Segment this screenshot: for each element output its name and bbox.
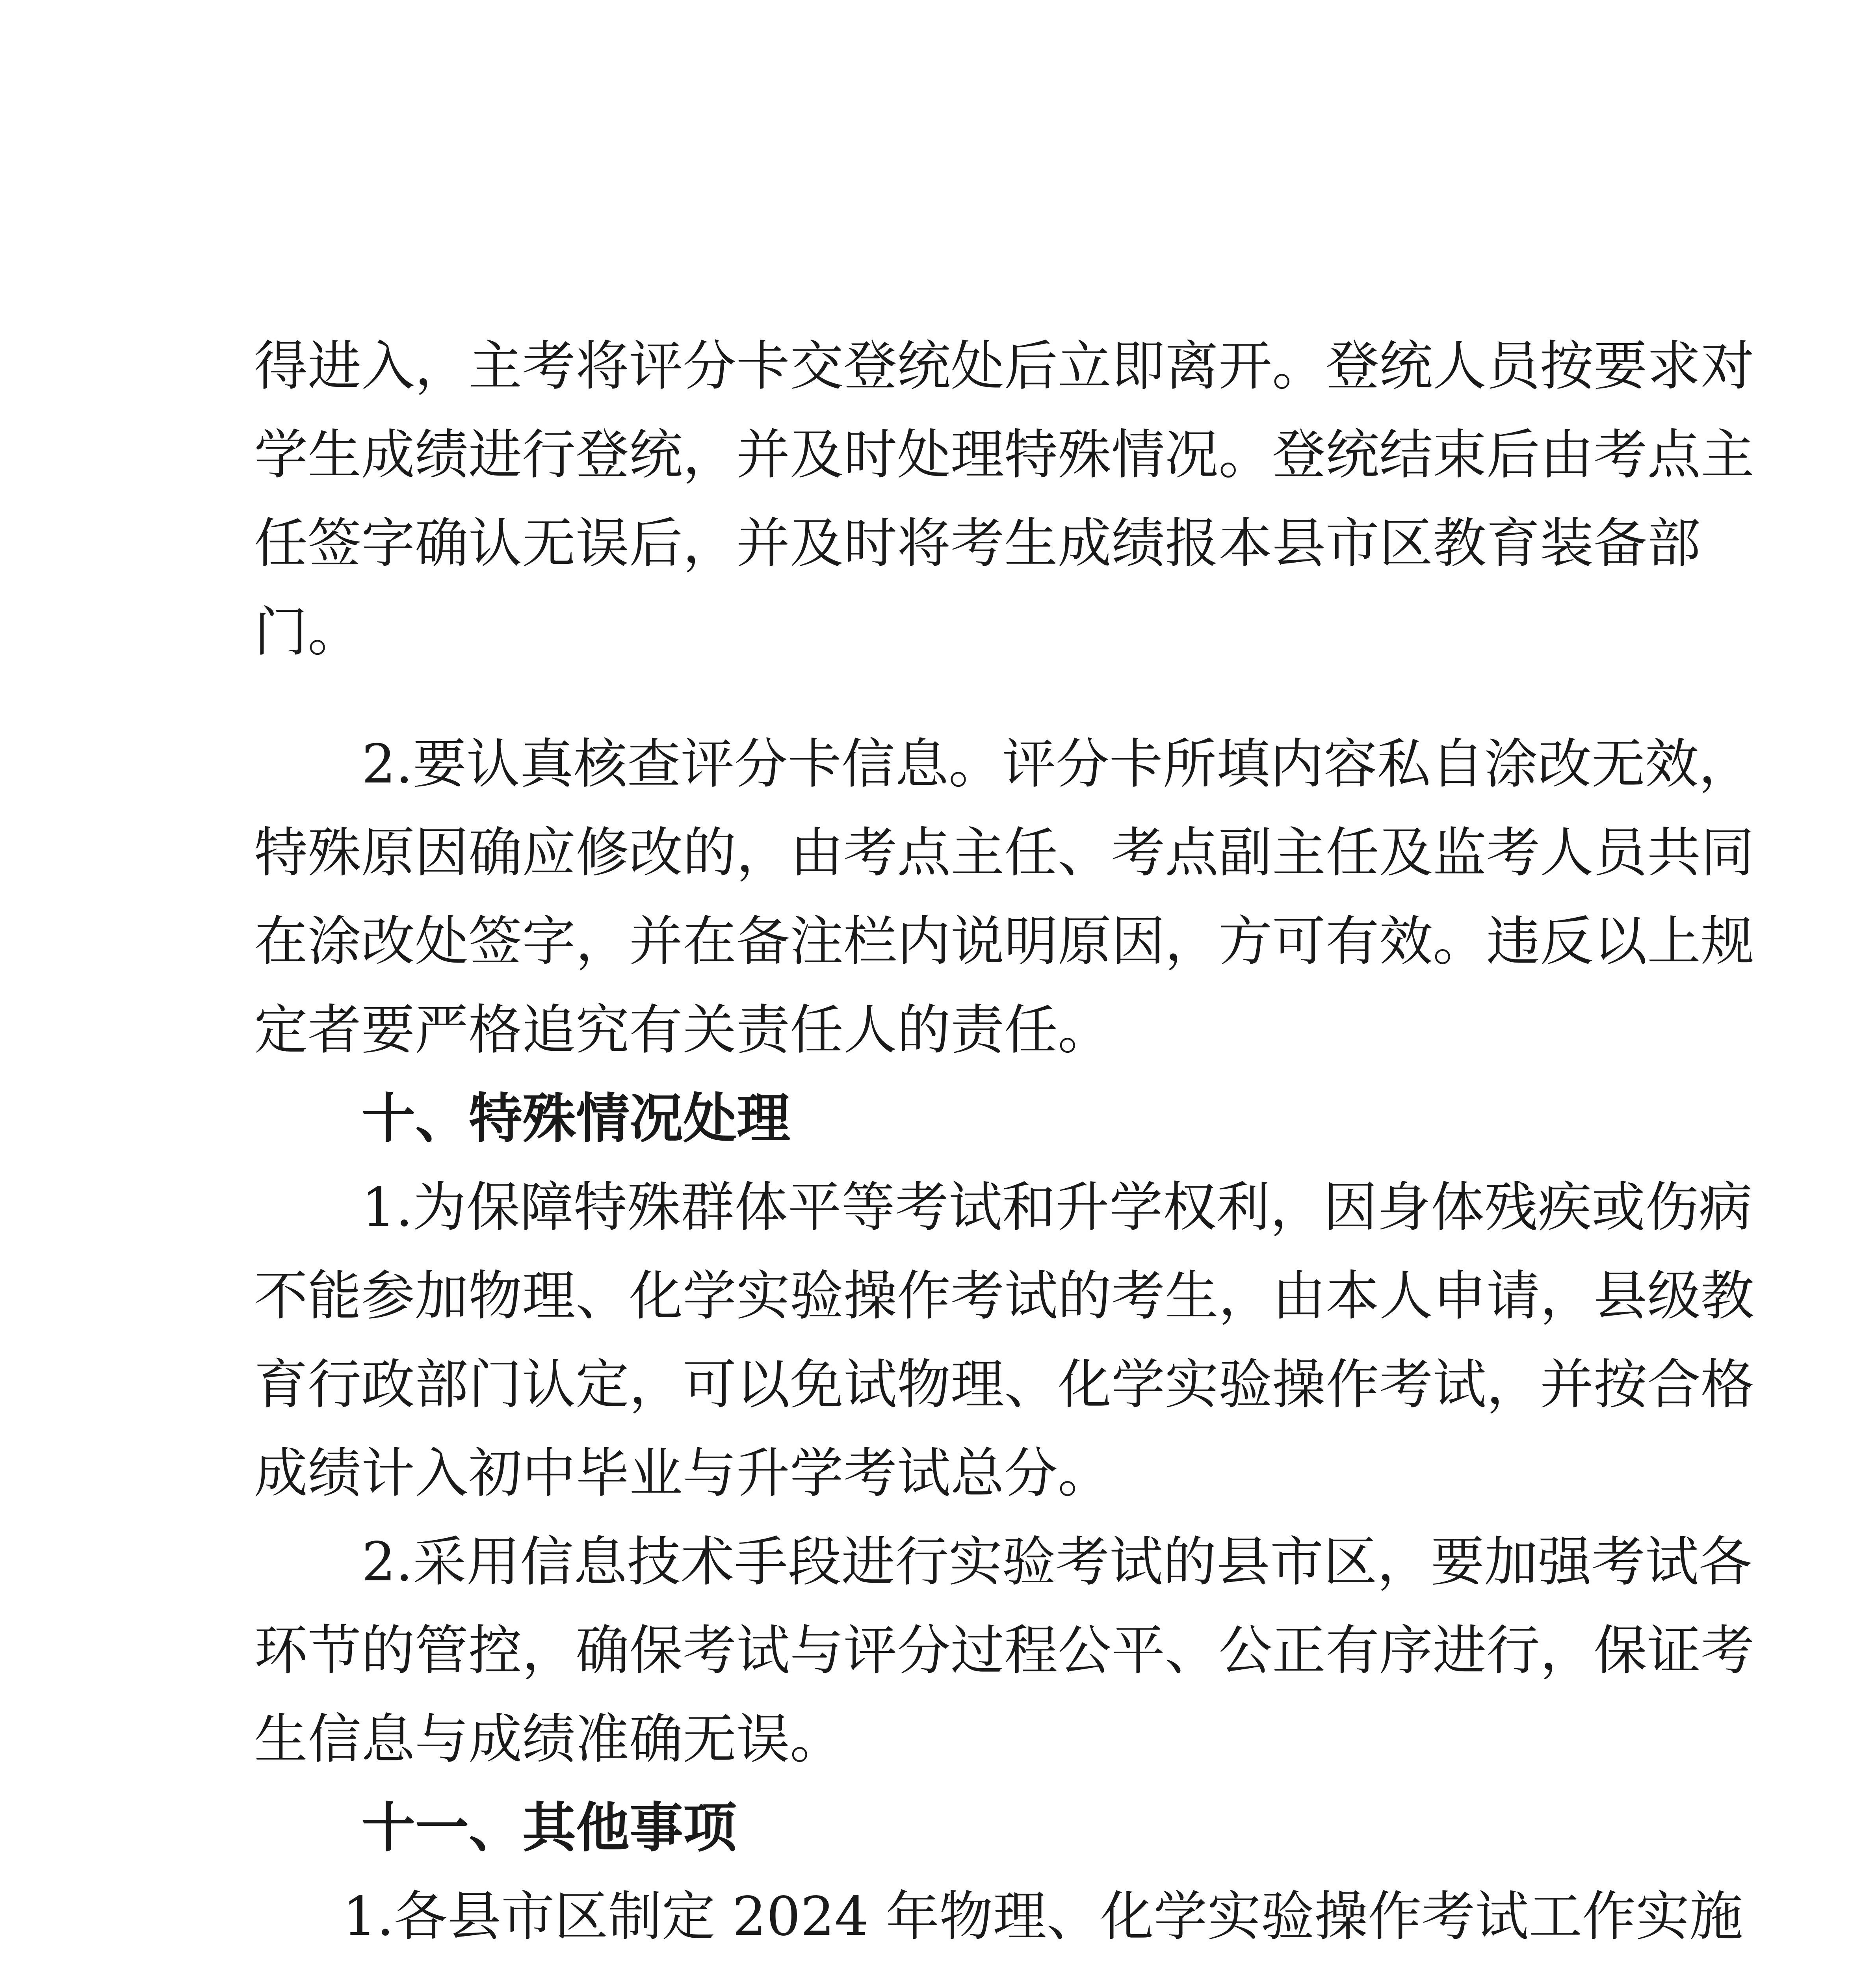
paragraph-line: 生信息与成绩准确无误。 <box>254 1708 843 1771</box>
paragraph-line: 环节的管控，确保考试与评分过程公平、公正有序进行，保证考 <box>254 1620 1754 1682</box>
paragraph-line: 在涂改处签字，并在备注栏内说明原因，方可有效。违反以上规 <box>254 911 1754 973</box>
paragraph-line: 1.为保障特殊群体平等考试和升学权利，因身体残疾或伤病 <box>362 1176 1752 1239</box>
paragraph-line: 门。 <box>254 601 361 663</box>
section-heading: 十一、其他事项 <box>362 1797 737 1859</box>
paragraph-line: 育行政部门认定，可以免试物理、化学实验操作考试，并按合格 <box>254 1354 1754 1416</box>
paragraph-line: 2.要认真核查评分卡信息。评分卡所填内容私自涂改无效， <box>362 733 1752 795</box>
paragraph-line: 定者要严格追究有关责任人的责任。 <box>254 999 1111 1061</box>
paragraph-line: 得进入，主考将评分卡交登统处后立即离开。登统人员按要求对 <box>254 335 1754 398</box>
paragraph-line: 不能参加物理、化学实验操作考试的考生，由本人申请，县级教 <box>254 1265 1754 1327</box>
paragraph-line: 任签字确认无误后，并及时将考生成绩报本县市区教育装备部 <box>254 513 1701 575</box>
paragraph-line <box>254 1966 1637 1970</box>
section-heading: 十、特殊情况处理 <box>362 1088 790 1150</box>
paragraph-line: 成绩计入初中毕业与升学考试总分。 <box>254 1442 1111 1505</box>
paragraph-line: 1.各县市区制定 2024 年物理、化学实验操作考试工作实施 <box>343 1886 1743 1948</box>
paragraph-line: 2.采用信息技术手段进行实验考试的县市区，要加强考试各 <box>362 1531 1752 1593</box>
paragraph-line: 学生成绩进行登统，并及时处理特殊情况。登统结束后由考点主 <box>254 424 1754 486</box>
paragraph-line: 特殊原因确应修改的，由考点主任、考点副主任及监考人员共同 <box>254 822 1754 884</box>
